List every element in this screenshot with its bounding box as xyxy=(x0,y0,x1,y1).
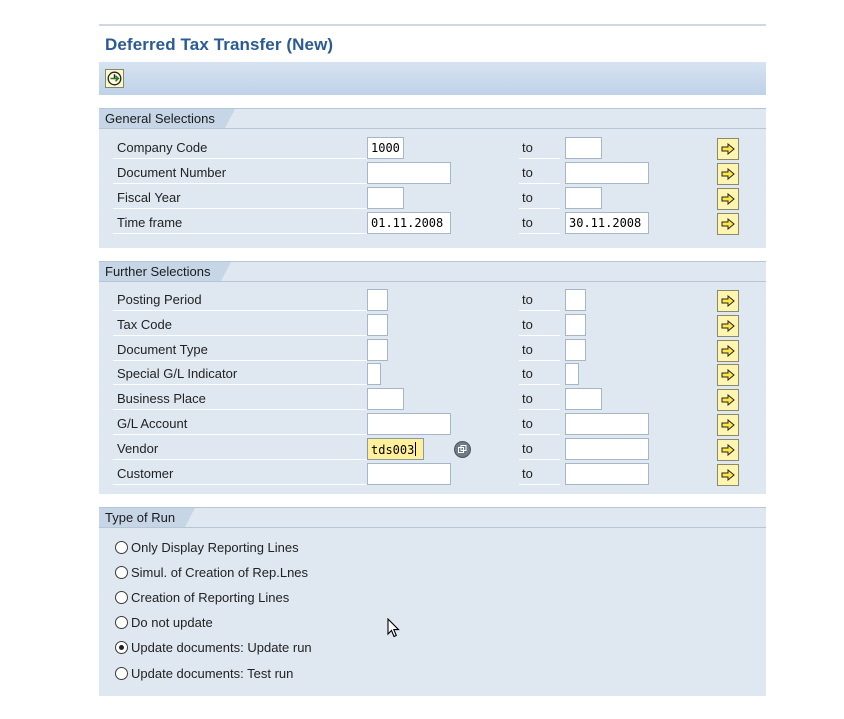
g-l-account-to-field[interactable] xyxy=(565,413,649,435)
radio-button[interactable] xyxy=(115,616,128,629)
vendor-from-field[interactable]: tds003 xyxy=(367,438,424,460)
radio-button[interactable] xyxy=(115,591,128,604)
multiple-selection-button[interactable] xyxy=(717,213,739,235)
time-frame-to-field[interactable]: 30.11.2008 xyxy=(565,212,649,234)
selection-row-customer xyxy=(99,463,766,488)
special-g-l-indicator-from-field[interactable] xyxy=(367,363,381,385)
field-label: Customer xyxy=(113,463,370,485)
field-label: Special G/L Indicator xyxy=(113,363,370,385)
run-option-update-documents-test-run[interactable] xyxy=(115,663,293,683)
special-g-l-indicator-to-field[interactable] xyxy=(565,363,579,385)
selection-row-fiscal-year xyxy=(99,187,766,212)
field-label: Time frame xyxy=(113,212,370,234)
multiple-selection-arrow-icon xyxy=(721,345,735,357)
page-title: Deferred Tax Transfer (New) xyxy=(105,35,334,54)
selection-row-vendor xyxy=(99,438,766,463)
multiple-selection-button[interactable] xyxy=(717,414,739,436)
application-toolbar xyxy=(99,62,766,95)
mouse-cursor-icon xyxy=(387,618,401,638)
radio-label: Update documents: Test run xyxy=(131,665,294,681)
to-label: to xyxy=(519,438,560,460)
group-divider xyxy=(99,527,766,528)
fiscal-year-from-field[interactable] xyxy=(367,187,404,209)
radio-button[interactable] xyxy=(115,541,128,554)
business-place-to-field[interactable] xyxy=(565,388,602,410)
execute-clock-icon xyxy=(107,71,122,86)
to-label: to xyxy=(519,162,560,184)
group-title: Further Selections xyxy=(99,262,221,281)
radio-label: Simul. of Creation of Rep.Lnes xyxy=(131,564,309,580)
document-type-from-field[interactable] xyxy=(367,339,388,361)
to-label: to xyxy=(519,187,560,209)
multiple-selection-arrow-icon xyxy=(721,394,735,406)
to-label: to xyxy=(519,137,560,159)
sap-window xyxy=(99,24,766,696)
field-label: Fiscal Year xyxy=(113,187,370,209)
run-option-update-documents-update-run[interactable] xyxy=(115,638,312,658)
type-of-run-group xyxy=(99,507,766,696)
field-label: Posting Period xyxy=(113,289,370,311)
multiple-selection-arrow-icon xyxy=(721,419,735,431)
field-label: Vendor xyxy=(113,438,370,460)
multiple-selection-button[interactable] xyxy=(717,315,739,337)
multiple-selection-button[interactable] xyxy=(717,464,739,486)
time-frame-from-field[interactable]: 01.11.2008 xyxy=(367,212,451,234)
radio-button[interactable] xyxy=(115,641,128,654)
radio-label: Creation of Reporting Lines xyxy=(131,589,290,605)
multiple-selection-arrow-icon xyxy=(721,444,735,456)
multiple-selection-button[interactable] xyxy=(717,163,739,185)
field-label: Business Place xyxy=(113,388,370,410)
multiple-selection-arrow-icon xyxy=(721,168,735,180)
field-label: Company Code xyxy=(113,137,370,159)
vendor-to-field[interactable] xyxy=(565,438,649,460)
company-code-from-field[interactable]: 1000 xyxy=(367,137,404,159)
selection-row-special-g-l-indicator xyxy=(99,363,766,388)
customer-to-field[interactable] xyxy=(565,463,649,485)
group-title: General Selections xyxy=(99,109,225,128)
run-option-creation-of-reporting-lines[interactable] xyxy=(115,587,289,607)
multiple-selection-button[interactable] xyxy=(717,290,739,312)
tax-code-to-field[interactable] xyxy=(565,314,586,336)
field-label: Document Type xyxy=(113,339,370,361)
group-title: Type of Run xyxy=(99,508,185,527)
to-label: to xyxy=(519,413,560,435)
posting-period-from-field[interactable] xyxy=(367,289,388,311)
field-label: Tax Code xyxy=(113,314,370,336)
g-l-account-from-field[interactable] xyxy=(367,413,451,435)
selection-row-document-type xyxy=(99,339,766,364)
posting-period-to-field[interactable] xyxy=(565,289,586,311)
multiple-selection-arrow-icon xyxy=(721,369,735,381)
run-option-only-display-reporting-lines[interactable] xyxy=(115,537,299,557)
multiple-selection-button[interactable] xyxy=(717,138,739,160)
to-label: to xyxy=(519,212,560,234)
group-divider xyxy=(99,128,766,129)
value-help-icon[interactable] xyxy=(454,441,471,458)
multiple-selection-button[interactable] xyxy=(717,439,739,461)
multiple-selection-arrow-icon xyxy=(721,469,735,481)
to-label: to xyxy=(519,339,560,361)
further-selections-group xyxy=(99,261,766,494)
to-label: to xyxy=(519,363,560,385)
f4-help-glyph xyxy=(457,444,468,455)
multiple-selection-arrow-icon xyxy=(721,320,735,332)
general-selections-group xyxy=(99,108,766,248)
selection-row-company-code xyxy=(99,137,766,162)
execute-button[interactable] xyxy=(105,69,124,88)
radio-label: Update documents: Update run xyxy=(131,640,312,656)
run-option-do-not-update[interactable] xyxy=(115,613,213,633)
radio-button[interactable] xyxy=(115,566,128,579)
radio-button[interactable] xyxy=(115,667,128,680)
customer-from-field[interactable] xyxy=(367,463,451,485)
selection-row-document-number xyxy=(99,162,766,187)
document-number-to-field[interactable] xyxy=(565,162,649,184)
to-label: to xyxy=(519,289,560,311)
multiple-selection-arrow-icon xyxy=(721,143,735,155)
multiple-selection-arrow-icon xyxy=(721,295,735,307)
to-label: to xyxy=(519,388,560,410)
spacer xyxy=(99,494,766,507)
multiple-selection-button[interactable] xyxy=(717,389,739,411)
fiscal-year-to-field[interactable] xyxy=(565,187,602,209)
spacer xyxy=(99,248,766,261)
field-label: G/L Account xyxy=(113,413,370,435)
text-caret xyxy=(415,442,416,456)
run-option-simul-of-creation-of-rep-lnes[interactable] xyxy=(115,562,308,582)
title-bar xyxy=(99,24,766,62)
multiple-selection-arrow-icon xyxy=(721,218,735,230)
selection-row-business-place xyxy=(99,388,766,413)
to-label: to xyxy=(519,314,560,336)
to-label: to xyxy=(519,463,560,485)
spacer xyxy=(99,95,766,108)
document-number-from-field[interactable] xyxy=(367,162,451,184)
radio-label: Only Display Reporting Lines xyxy=(131,539,299,555)
company-code-to-field[interactable] xyxy=(565,137,602,159)
selection-row-tax-code xyxy=(99,314,766,339)
selection-row-g-l-account xyxy=(99,413,766,438)
multiple-selection-button[interactable] xyxy=(717,364,739,386)
field-label: Document Number xyxy=(113,162,370,184)
multiple-selection-button[interactable] xyxy=(717,188,739,210)
tax-code-from-field[interactable] xyxy=(367,314,388,336)
radio-label: Do not update xyxy=(131,615,213,631)
document-type-to-field[interactable] xyxy=(565,339,586,361)
multiple-selection-arrow-icon xyxy=(721,193,735,205)
selection-row-time-frame xyxy=(99,212,766,237)
business-place-from-field[interactable] xyxy=(367,388,404,410)
multiple-selection-button[interactable] xyxy=(717,340,739,362)
selection-row-posting-period xyxy=(99,289,766,314)
group-divider xyxy=(99,281,766,282)
